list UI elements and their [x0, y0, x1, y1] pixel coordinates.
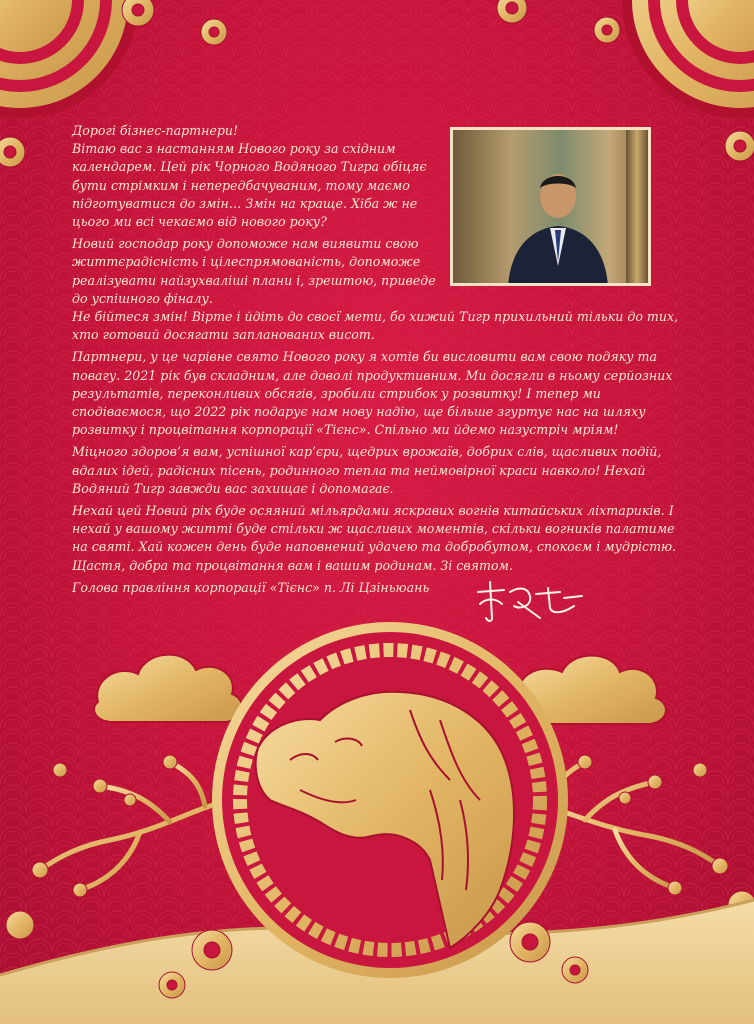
letter-body [72, 122, 684, 601]
letter-paragraph-3: Партнери, у це чарівне свято Нового року я хотів би висловити вам свою подяку та повагу. 2021 рік був складним, але доволі продуктивним. Ми досягли в ньому серйозних результатів, переконливих обсягів, зробили стрибок у розвитку! І тепер ми сподіваємося, що 2022 рік подарує нам нову надію, ще більше згуртує нас на шляху розвитку і процвітання корпорації «Тієнс». Спільно ми йдемо назустріч мріям! [72, 349, 673, 438]
handwritten-signature [470, 578, 590, 624]
letter-paragraph-2b: Не бійтеся змін! Вірте і йдіть до своєї мети, бо хижий Тигр прихильний тільки до тих, хто готовий досягати запланованих висот. [72, 309, 679, 343]
letter-paragraph-2a: Новий господар року допоможе нам виявити свою життєрадісність і цілеспрямованість, допоможе реалізувати найзухваліші плани і, зрештою, приведе до успішного фіналу. [72, 236, 436, 306]
letter-paragraph-4: Міцного здоров’я вам, успішної кар’єри, щедрих врожаїв, добрих слів, щасливих подій, вдалих ідей, радісних пісень, родинного тепла та неймовірної краси навколо! Нехай Водяний Тигр завжди вас захищає і допомагає. [72, 444, 662, 496]
golden-tiger-medallion [212, 622, 568, 978]
letter-paragraph-5: Нехай цей Новий рік буде осяяний мільярдами яскравих вогнів китайських ліхтариків. І нехай у вашому житті буде стільки ж щасливих моментів, скільки вогників палатиме на святі. Хай кожен день буде наповнений удачею та добробутом, спокоєм і мудрістю. Щастя, добра та процвітання вам і вашим родинам. Зі святом. [72, 503, 677, 573]
letter-paragraph-1: Вітаю вас з настанням Нового року за східним календарем. Цей рік Чорного Водяного Тигра обіцяє бути стрімким і непередбачуваним, тому маємо підготуватися до змін… Змін на краще. Хіба ж не цього ми всі чекаємо від нового року? [72, 141, 427, 230]
letter-closing: Голова правління корпорації «Тієнс» п. Лі Цзіньюань [72, 579, 430, 595]
letter-greeting: Дорогі бізнес-партнери! [72, 123, 239, 138]
